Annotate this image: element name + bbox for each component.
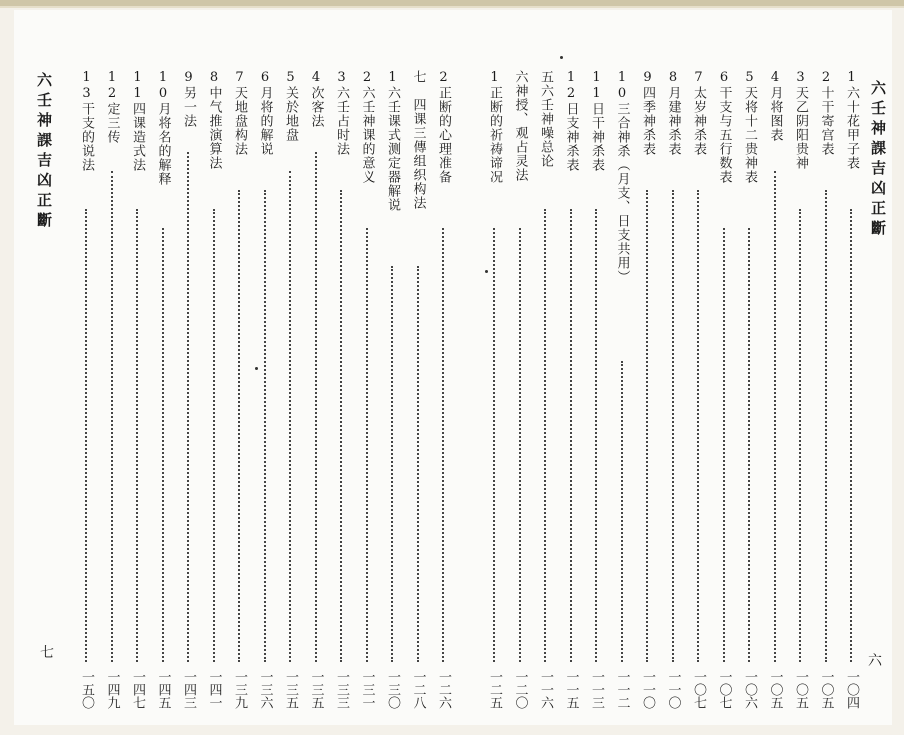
toc-entry — [305, 10, 327, 725]
toc-entry-page: 一一二 — [614, 670, 630, 709]
toc-entry-page: 一〇五 — [818, 670, 834, 709]
toc-leader-dots — [799, 209, 801, 662]
toc-leader-dots — [519, 228, 521, 662]
toc-entry — [432, 10, 454, 725]
toc-entry-label: 4月将图表 — [767, 70, 783, 142]
toc-entry — [203, 10, 225, 725]
toc-entry-page: 一一三 — [589, 670, 604, 709]
print-speck — [485, 270, 488, 273]
toc-entry-label: 2十干寄宫表 — [818, 70, 834, 156]
toc-leader-dots — [85, 209, 87, 662]
toc-leader-dots — [646, 190, 648, 662]
toc-entry-page: 一五〇 — [79, 670, 94, 709]
toc-leader-dots — [697, 190, 699, 662]
toc-leader-dots — [672, 190, 674, 662]
toc-entry — [356, 10, 378, 725]
toc-entry — [560, 10, 582, 725]
toc-leader-dots — [595, 209, 597, 662]
toc-entry — [177, 10, 199, 725]
toc-entry-page: 一三九 — [232, 670, 247, 709]
page-edge-band-inner — [0, 6, 904, 8]
toc-entry-label: 六神授、观占灵法 — [512, 70, 528, 182]
toc-leader-dots — [315, 152, 317, 662]
toc-entry-page: 一三五 — [308, 670, 324, 709]
toc-leader-dots — [340, 190, 342, 662]
toc-entry — [764, 10, 786, 725]
toc-entry-label: 9四季神杀表 — [640, 70, 655, 156]
toc-entry — [636, 10, 658, 725]
toc-entry-label: 3六壬占时法 — [334, 70, 349, 156]
toc-entry-page: 一四三 — [181, 670, 196, 709]
toc-entry-page: 一三六 — [257, 670, 273, 709]
toc-entry — [483, 10, 505, 725]
toc-leader-dots — [825, 190, 827, 662]
toc-entry — [228, 10, 250, 725]
toc-entry-page: 一三五 — [283, 670, 298, 709]
toc-entry-page: 一〇六 — [742, 670, 757, 709]
toc-entry-label: 1六壬课式测定器解说 — [385, 70, 400, 212]
toc-entry — [840, 10, 862, 725]
toc-entry — [611, 10, 633, 725]
toc-entry-label: 13干支的说法 — [79, 70, 94, 172]
toc-entry-label: 7天地盘构法 — [232, 70, 247, 156]
toc-entry — [407, 10, 429, 725]
toc-entry-page: 一〇五 — [793, 670, 808, 709]
toc-entry-label: 1六十花甲子表 — [844, 70, 859, 170]
toc-entry — [662, 10, 684, 725]
toc-entry — [101, 10, 123, 725]
toc-entry-page: 一〇七 — [691, 670, 706, 709]
toc-entry-label: 12日支神杀表 — [563, 70, 579, 172]
toc-leader-dots — [213, 209, 215, 662]
toc-entry-page: 一〇四 — [844, 670, 859, 709]
print-speck — [255, 367, 258, 370]
toc-leader-dots — [136, 209, 138, 662]
running-title-left: 六壬神課吉凶正斷 — [35, 72, 53, 232]
toc-entry-label: 11日干神杀表 — [589, 70, 604, 172]
toc-entry-label: 7太岁神杀表 — [691, 70, 706, 156]
toc-leader-dots — [187, 152, 189, 662]
toc-entry-page: 一一〇 — [640, 670, 655, 709]
page-number-left: 七 — [40, 645, 54, 661]
toc-entry-label: 8中气推演算法 — [206, 70, 222, 170]
toc-entry — [585, 10, 607, 725]
toc-entry-label: 2正断的心理准备 — [436, 70, 451, 184]
toc-entry-label: 5天将十二贵神表 — [742, 70, 757, 184]
toc-leader-dots — [442, 228, 444, 662]
toc-entry-page: 一二〇 — [512, 670, 528, 709]
toc-entry — [534, 10, 556, 725]
toc-leader-dots — [493, 228, 495, 662]
toc-entry — [509, 10, 531, 725]
toc-leader-dots — [366, 228, 368, 662]
toc-leader-dots — [417, 266, 419, 662]
toc-entry-label: 5关於地盘 — [283, 70, 298, 142]
toc-entry-label: 10月将名的解释 — [155, 70, 171, 186]
toc-entry-page: 一一〇 — [665, 670, 681, 709]
toc-entry — [330, 10, 352, 725]
toc-leader-dots — [748, 228, 750, 662]
print-speck — [560, 56, 563, 59]
running-title-right: 六壬神課吉凶正斷 — [869, 80, 887, 240]
toc-leader-dots — [774, 171, 776, 662]
toc-entry-page: 一四一 — [206, 670, 222, 709]
toc-entry-label: 12定三传 — [104, 70, 120, 144]
toc-entry-label: 2六壬神课的意义 — [359, 70, 375, 184]
toc-entry-page: 一三一 — [359, 670, 375, 709]
toc-entry-page: 一四九 — [104, 670, 120, 709]
toc-entry-page: 一三三 — [334, 670, 349, 709]
toc-entry-page: 一〇七 — [716, 670, 732, 709]
toc-leader-dots — [391, 266, 393, 662]
toc-entry-page: 一二六 — [436, 670, 451, 709]
toc-leader-dots — [238, 190, 240, 662]
toc-entry-label: 七 四课三傳组织构法 — [410, 70, 426, 210]
toc-entry-page: 一二五 — [487, 670, 502, 709]
toc-entry-page: 一二八 — [410, 670, 426, 709]
toc-entry-label: 4次客法 — [308, 70, 324, 128]
toc-entry-label: 6月将的解说 — [257, 70, 273, 156]
toc-leader-dots — [570, 209, 572, 662]
page-number-right: 六 — [868, 653, 882, 669]
toc-entry — [279, 10, 301, 725]
toc-entry-label: 3天乙阴阳贵神 — [793, 70, 808, 170]
toc-entry — [713, 10, 735, 725]
toc-entry-label: 8月建神杀表 — [665, 70, 681, 156]
toc-leader-dots — [544, 209, 546, 662]
toc-leader-dots — [621, 361, 623, 662]
toc-leader-dots — [162, 228, 164, 662]
toc-entry-page: 一三〇 — [385, 670, 400, 709]
toc-entry — [126, 10, 148, 725]
toc-entry-label: 10三合神杀（月支、日支共用） — [614, 70, 630, 284]
toc-entry — [789, 10, 811, 725]
toc-entry-label: 五六壬神噪总论 — [538, 70, 553, 168]
toc-entry-page: 一一六 — [538, 670, 553, 709]
toc-leader-dots — [264, 190, 266, 662]
toc-leader-dots — [723, 228, 725, 662]
toc-entry-label: 6干支与五行数表 — [716, 70, 732, 184]
toc-entry — [687, 10, 709, 725]
toc-entry-label: 1正断的祈祷谛况 — [487, 70, 502, 184]
left-page — [14, 10, 462, 725]
toc-entry-page: 一一五 — [563, 670, 579, 709]
toc-leader-dots — [289, 171, 291, 662]
toc-leader-dots — [850, 209, 852, 662]
toc-leader-dots — [111, 171, 113, 662]
toc-entry — [75, 10, 97, 725]
toc-entry — [738, 10, 760, 725]
toc-entry-page: 一四五 — [155, 670, 171, 709]
right-page — [462, 10, 892, 725]
toc-entry — [815, 10, 837, 725]
toc-entry-label: 11四课造式法 — [130, 70, 145, 172]
toc-entry — [381, 10, 403, 725]
toc-entry-label: 9另一法 — [181, 70, 196, 128]
toc-entry-page: 一四七 — [130, 670, 145, 709]
toc-entry — [152, 10, 174, 725]
toc-entry-page: 一〇五 — [767, 670, 783, 709]
